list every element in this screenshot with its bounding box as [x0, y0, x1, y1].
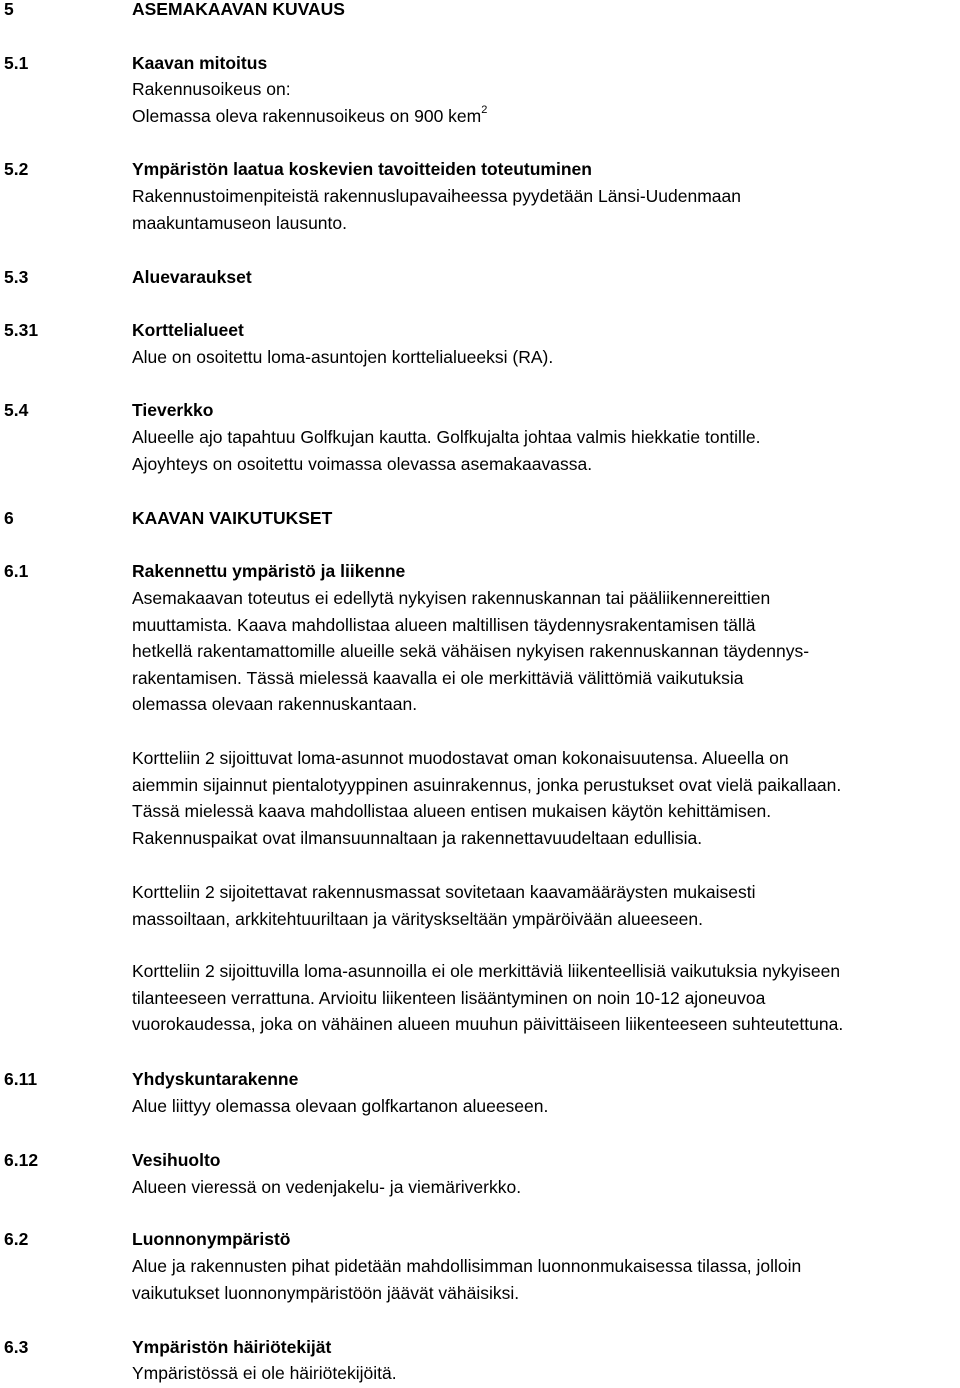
section-paragraph	[132, 879, 958, 932]
section-heading: Yhdyskuntarakenne	[132, 1069, 299, 1089]
section-number: 6.3	[4, 1337, 29, 1357]
body-line: Kortteliin 2 sijoittuvilla loma-asunnoilla ei ole merkittäviä liikenteellisiä vaikutuksia nykyiseen	[132, 961, 841, 981]
body-line: Rakennuspaikat ovat ilmansuunnaltaan ja rakennettavuudeltaan edullisia.	[132, 827, 703, 848]
body-line: Alue liittyy olemassa olevaan golfkartanon alueeseen.	[132, 1096, 549, 1116]
section-number: 5.4	[4, 400, 29, 420]
body-line: rakentamisen. Tässä mielessä kaavalla ei ole merkittäviä välittömiä vaikutuksia	[132, 667, 744, 688]
section-number: 6.1	[4, 561, 29, 581]
section-heading: Vesihuolto	[132, 1150, 221, 1170]
body-line: Ympäristössä ei ole häiriötekijöitä.	[132, 1363, 397, 1383]
section-number: 5.2	[4, 159, 29, 179]
section-heading: KAAVAN VAIKUTUKSET	[132, 508, 333, 528]
body-line: Ajoyhteys on osoitettu voimassa olevassa asemakaavassa.	[132, 453, 593, 474]
section-heading: Tieverkko	[132, 400, 214, 420]
section-number: 5.1	[4, 53, 29, 73]
body-line: Kortteliin 2 sijoitettavat rakennusmassat sovitetaan kaavamääräysten mukaisesti	[132, 882, 756, 902]
section-heading: Kaavan mitoitus	[132, 53, 268, 73]
body-line: vaikutukset luonnonympäristöön jäävät vähäisiksi.	[132, 1282, 520, 1303]
section-heading: Korttelialueet	[132, 320, 244, 340]
body-line: Alue ja rakennusten pihat pidetään mahdollisimman luonnonmukaisessa tilassa, jolloin	[132, 1256, 802, 1276]
section-paragraph	[132, 958, 958, 1038]
section-body	[132, 1174, 958, 1201]
body-line: Alueen vieressä on vedenjakelu- ja viemäriverkko.	[132, 1177, 522, 1197]
body-line: Tässä mielessä kaava mahdollistaa alueen entisen mukaisen käytön kehittämisen.	[132, 801, 772, 821]
body-line: Asemakaavan toteutus ei edellytä nykyisen rakennuskannan tai pääliikennereittien	[132, 588, 771, 608]
section-number: 6.12	[4, 1150, 39, 1170]
section-paragraph	[132, 745, 958, 851]
section-number: 6	[4, 508, 14, 528]
section-body	[132, 76, 958, 129]
section-body	[132, 424, 958, 477]
body-line	[132, 103, 958, 130]
body-line: muuttamista. Kaava mahdollistaa alueen maltillisen täydennysrakentamisen tällä	[132, 614, 756, 635]
section-number: 5.3	[4, 267, 29, 287]
body-line: hetkellä rakentamattomille alueille sekä vähäisen nykyisen rakennuskannan täydennys-	[132, 641, 810, 661]
section-heading: Ympäristön laatua koskevien tavoitteiden toteutuminen	[132, 159, 592, 179]
body-line: Kortteliin 2 sijoittuvat loma-asunnot muodostavat oman kokonaisuutensa. Alueella on	[132, 748, 789, 768]
section-heading: ASEMAKAAVAN KUVAUS	[132, 0, 345, 19]
body-line: tilanteeseen verrattuna. Arvioitu liikenteen lisääntyminen on noin 10-12 ajoneuvoa	[132, 987, 766, 1008]
body-line: Alueelle ajo tapahtuu Golfkujan kautta. Golfkujalta johtaa valmis hiekkatie tontille.	[132, 427, 761, 447]
section-body	[132, 1093, 958, 1120]
section-heading: Ympäristön häiriötekijät	[132, 1337, 332, 1357]
section-paragraph	[132, 585, 958, 718]
body-line: vuorokaudessa, joka on vähäinen alueen muuhun päivittäiseen liikenteeseen suhteutettuna.	[132, 1014, 844, 1034]
section-number: 6.11	[4, 1069, 38, 1089]
section-body	[132, 344, 958, 371]
section-heading: Aluevaraukset	[132, 267, 252, 287]
body-line: Alue on osoitettu loma-asuntojen korttelialueeksi (RA).	[132, 347, 554, 367]
section-heading: Luonnonympäristö	[132, 1229, 291, 1249]
body-line: aiemmin sijainnut pientalotyyppinen asuinrakennus, jonka perustukset ovat vielä paikallaan.	[132, 774, 842, 795]
section-body	[132, 1360, 958, 1387]
section-number: 6.2	[4, 1229, 29, 1249]
superscript: 2	[481, 103, 488, 116]
building-right-text: Olemassa oleva rakennusoikeus on 900 kem	[132, 105, 482, 126]
body-line: Rakennusoikeus on:	[132, 79, 291, 99]
section-body	[132, 183, 958, 236]
section-number: 5	[4, 0, 14, 19]
section-body	[132, 1253, 958, 1306]
body-line: massoiltaan, arkkitehtuuriltaan ja värityskseltään ympäröivään alueeseen.	[132, 908, 703, 929]
section-number: 5.31	[4, 320, 39, 340]
section-heading: Rakennettu ympäristö ja liikenne	[132, 561, 406, 581]
body-line: maakuntamuseon lausunto.	[132, 212, 347, 233]
body-line: olemassa olevaan rakennuskantaan.	[132, 694, 418, 714]
body-line: Rakennustoimenpiteistä rakennuslupavaiheessa pyydetään Länsi-Uudenmaan	[132, 186, 742, 206]
